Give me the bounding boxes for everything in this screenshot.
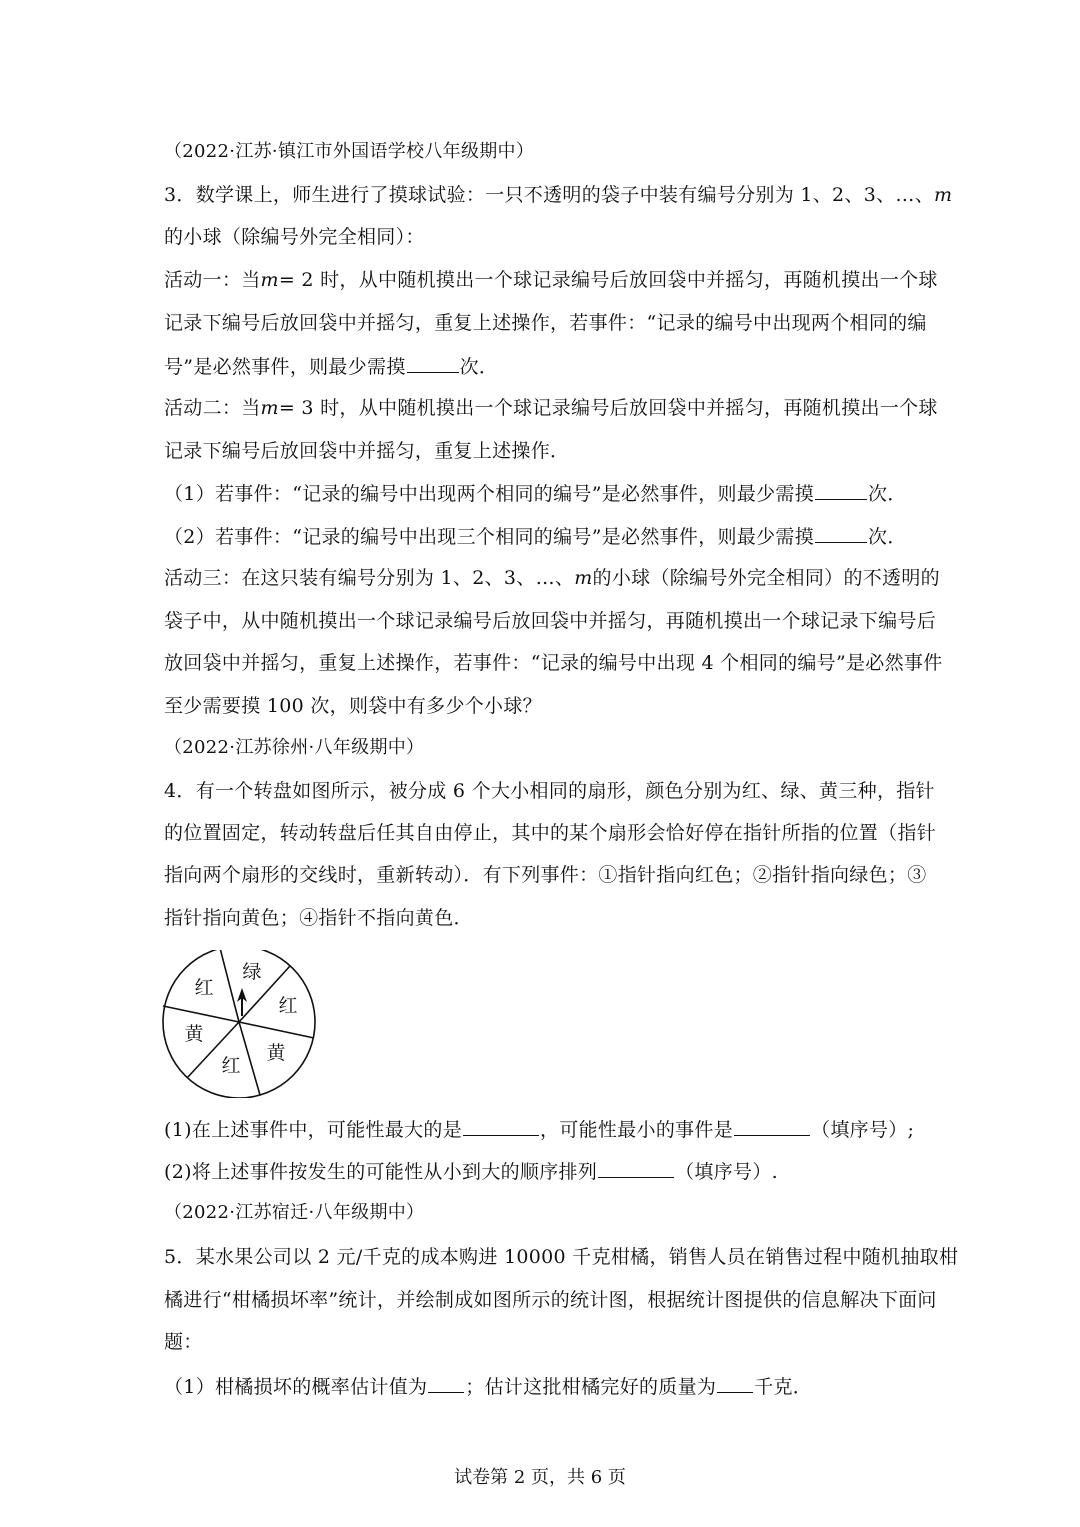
q5-source: （2022·江苏宿迁·八年级期中） — [164, 1202, 425, 1223]
q5-line3: 题： — [164, 1331, 203, 1353]
q3-sub2: （2）若事件：“记录的编号中出现三个相同的编号”是必然事件，则最少需摸 次． — [164, 526, 907, 548]
q3-activity3-line2: 袋子中，从中随机摸出一个球记录编号后放回袋中并摇匀，再随机摸出一个球记录下编号后 — [164, 610, 937, 632]
sector-label: 红 — [278, 995, 298, 1017]
q3-line1: 3．数学课上，师生进行了摸球试验：一只不透明的袋子中装有编号分别为 1、2、3、…、m — [164, 184, 953, 206]
q3-activity2-line1: 活动二：当m= 3 时，从中随机摸出一个球记录编号后放回袋中并摇匀，再随机摸出一个球 — [164, 397, 938, 419]
page-footer: 试卷第 2 页，共 6 页 — [454, 1467, 626, 1488]
sector-label: 红 — [221, 1055, 241, 1077]
pointer-arrow-icon — [237, 988, 247, 1016]
sector-label: 红 — [194, 977, 214, 999]
q3-line2: 的小球（除编号外完全相同）： — [164, 226, 425, 248]
q4-source: （2022·江苏徐州·八年级期中） — [164, 737, 425, 758]
sector-label: 黄 — [266, 1042, 286, 1064]
q4-sub2: (2)将上述事件按发生的可能性从小到大的顺序排列 （填序号）. — [164, 1161, 778, 1183]
answer-blank[interactable] — [717, 1374, 753, 1393]
answer-blank[interactable] — [734, 1117, 810, 1136]
q5-line2: 橘进行“柑橘损坏率”统计，并绘制成如图所示的统计图，根据统计图提供的信息解决下面问 — [164, 1289, 937, 1311]
q3-source: （2022·江苏·镇江市外国语学校八年级期中） — [164, 141, 535, 162]
sector-label: 黄 — [184, 1023, 204, 1045]
answer-blank[interactable] — [598, 1159, 674, 1178]
q4-sub1: (1)在上述事件中，可能性最大的是 ，可能性最小的事件是 （填序号）; — [164, 1119, 915, 1141]
q4-line2: 的位置固定，转动转盘后任其自由停止，其中的某个扇形会恰好停在指针所指的位置（指针 — [164, 822, 937, 844]
q4-line4: 指针指向黄色；④指针不指向黄色． — [164, 907, 473, 929]
q3-activity1-line2: 记录下编号后放回袋中并摇匀，重复上述操作，若事件：“记录的编号中出现两个相同的编 — [164, 312, 927, 334]
answer-blank[interactable] — [463, 1117, 539, 1136]
q3-activity1-line1: 活动一：当m= 2 时，从中随机摸出一个球记录编号后放回袋中并摇匀，再随机摸出一个球 — [164, 269, 938, 291]
sector-label: 绿 — [242, 961, 262, 983]
answer-blank[interactable] — [815, 481, 867, 500]
q5-sub1: （1）柑橘损坏的概率估计值为 ；估计这批柑橘完好的质量为 千克． — [164, 1376, 813, 1398]
q3-activity3-line4: 至少需要摸 100 次，则袋中有多少个小球？ — [164, 695, 542, 717]
answer-blank[interactable] — [407, 354, 459, 373]
q3-sub1: （1）若事件：“记录的编号中出现两个相同的编号”是必然事件，则最少需摸 次． — [164, 483, 907, 505]
answer-blank[interactable] — [815, 524, 867, 543]
q4-line1: 4．有一个转盘如图所示，被分成 6 个大小相同的扇形，颜色分别为红、绿、黄三种，指针 — [164, 780, 935, 802]
q3-activity3-line1: 活动三：在这只装有编号分别为 1、2、3、…、m的小球（除编号外完全相同）的不透明的 — [164, 567, 940, 589]
answer-blank[interactable] — [428, 1374, 464, 1393]
q3-activity2-line2: 记录下编号后放回袋中并摇匀，重复上述操作． — [164, 440, 570, 462]
q4-line3: 指向两个扇形的交线时，重新转动）．有下列事件：①指针指向红色；②指针指向绿色；③ — [164, 864, 927, 886]
q3-activity3-line3: 放回袋中并摇匀，重复上述操作，若事件：“记录的编号中出现 4 个相同的编号”是必然事件 — [164, 652, 943, 674]
spinner-figure — [162, 950, 322, 1098]
q3-activity1-line3: 号”是必然事件，则最少需摸 次． — [164, 356, 499, 378]
q5-line1: 5．某水果公司以 2 元/千克的成本购进 10000 千克柑橘，销售人员在销售过程中随机抽取柑 — [164, 1246, 959, 1268]
